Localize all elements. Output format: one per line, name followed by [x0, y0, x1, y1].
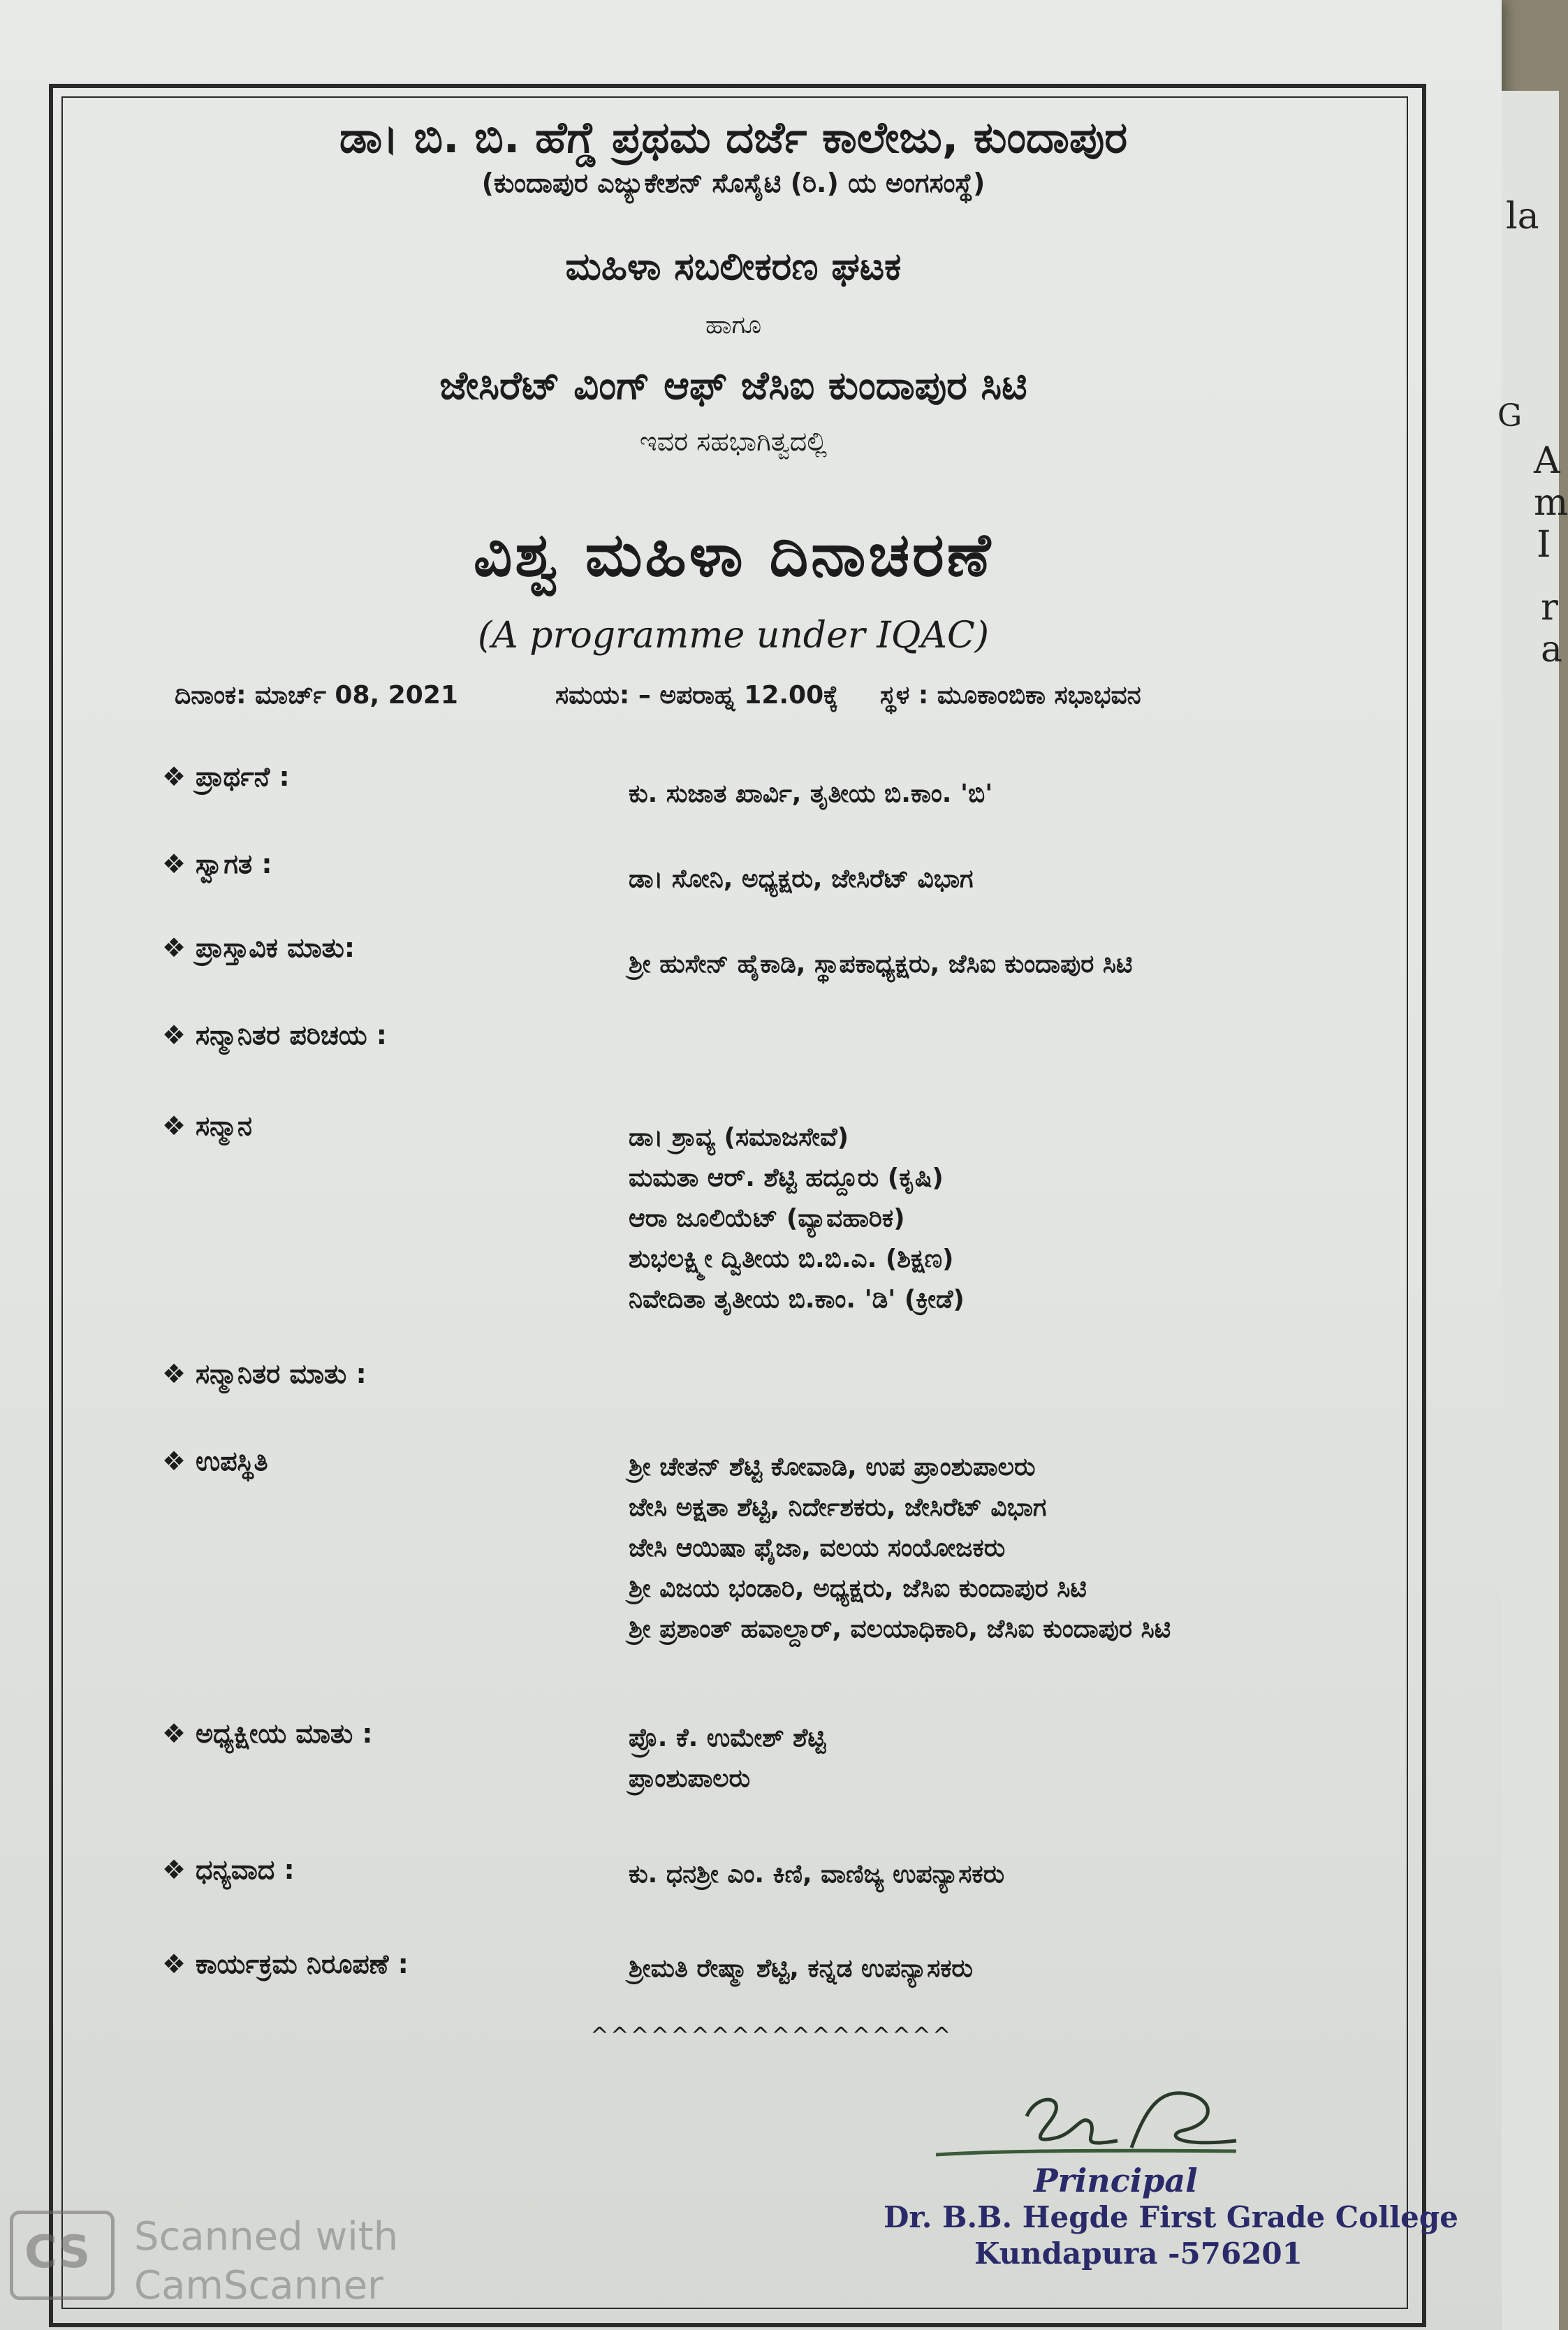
- program-value-felicitation: ಡಾ। ಶ್ರಾವ್ಯ (ಸಮಾಜಸೇವೆ) ಮಮತಾ ಆರ್. ಶೆಟ್ಟಿ ಹದ್ದೂರು (ಕೃಷಿ) ಆರಾ ಜೂಲಿಯೆಟ್ (ವ್ಯಾವಹಾರಿಕ) ಶುಭಲಕ್ಷ್ಮೀ ದ್ವಿತೀಯ ಬಿ.ಬಿ.ಎ. (ಶಿಕ್ಷಣ) ನಿವೇದಿತಾ ತೃತೀಯ ಬಿ.ಕಾಂ. 'ಡಿ' (ಕ್ರೀಡೆ): [629, 1123, 965, 1314]
- program-value-presidential: ಪ್ರೊ. ಕೆ. ಉಮೇಶ್ ಶೆಟ್ಟಿ ಪ್ರಾಂಶುಪಾಲರು: [629, 1724, 826, 1793]
- program-value-compere: ಶ್ರೀಮತಿ ರೇಷ್ಮಾ ಶೆಟ್ಟಿ, ಕನ್ನಡ ಉಪನ್ಯಾಸಕರು: [629, 1954, 973, 1983]
- program-label-intro: ❖ ಪ್ರಾಸ್ತಾವಿಕ ಮಾತು:: [162, 932, 356, 963]
- program-value-welcome: ಡಾ। ಸೋನಿ, ಅಧ್ಯಕ್ಷರು, ಜೇಸಿರೆಟ್ ವಿಭಾಗ: [629, 865, 974, 893]
- watermark-line2: CamScanner: [134, 2263, 384, 2308]
- edge-text-1: la: [1506, 196, 1539, 237]
- event-title: ವಿಶ್ವ ಮಹಿಳಾ ದಿನಾಚರಣೆ: [473, 520, 994, 590]
- program-label-compere: ❖ ಕಾರ್ಯಕ್ರಮ ನಿರೂಪಣೆ :: [162, 1949, 409, 1979]
- iqac-subtitle: (A programme under IQAC): [477, 615, 990, 657]
- edge-text-5: I: [1537, 524, 1551, 566]
- wing-name: ಜೇಸಿರೆಟ್ ವಿಂಗ್ ಆಫ್ ಜೆಸಿಐ ಕುಂದಾಪುರ ಸಿಟಿ: [439, 363, 1027, 409]
- program-label-presidential: ❖ ಅಧ್ಯಕ್ಷೀಯ ಮಾತು :: [162, 1718, 373, 1749]
- camscanner-logo-icon: CS: [10, 2211, 115, 2300]
- collaboration-line: ಇವರ ಸಹಭಾಗಿತ್ವದಲ್ಲಿ: [639, 426, 828, 457]
- program-value-intro: ಶ್ರೀ ಹುಸೇನ್ ಹೈಕಾಡಿ, ಸ್ಥಾಪಕಾಧ್ಯಕ್ಷರು, ಜೆಸಿಐ ಕುಂದಾಪುರ ಸಿಟಿ: [629, 950, 1133, 979]
- edge-text-7: a: [1541, 629, 1563, 671]
- event-time: ಸಮಯ: – ಅಪರಾಹ್ನ 12.00ಕ್ಕೆ: [555, 681, 839, 710]
- college-name: ಡಾ। ಬಿ. ಬಿ. ಹೆಗ್ಡೆ ಪ್ರಥಮ ದರ್ಜೆ ಕಾಲೇಜು, ಕುಂದಾಪುರ: [339, 112, 1128, 163]
- program-label-honoree-intro: ❖ ಸನ್ಮಾನಿತರ ಪರಿಚಯ :: [162, 1020, 387, 1050]
- edge-text-6: r: [1541, 587, 1558, 629]
- program-label-felicitation: ❖ ಸನ್ಮಾನ: [162, 1111, 253, 1141]
- program-label-prayer: ❖ ಪ್ರಾರ್ಥನೆ :: [162, 761, 290, 792]
- signature-icon: [908, 2081, 1271, 2165]
- stamp-title: Principal: [1034, 2162, 1198, 2199]
- adjacent-page-edge: [1497, 91, 1568, 2330]
- program-label-vote-of-thanks: ❖ ಧನ್ಯವಾದ :: [162, 1854, 295, 1885]
- program-value-prayer: ಕು. ಸುಜಾತ ಖಾರ್ವಿ, ತೃತೀಯ ಬಿ.ಕಾಂ. 'ಬಿ': [629, 779, 993, 808]
- edge-text-3: A: [1534, 440, 1560, 482]
- program-label-welcome: ❖ ಸ್ವಾಗತ :: [162, 849, 272, 879]
- and-word: ಹಾಗೂ: [705, 311, 762, 339]
- watermark-line1: Scanned with: [134, 2214, 399, 2259]
- event-venue: ಸ್ಥಳ : ಮೂಕಾಂಬಿಕಾ ಸಭಾಭವನ: [880, 681, 1141, 710]
- program-label-honoree-speech: ❖ ಸನ್ಮಾನಿತರ ಮಾತು :: [162, 1358, 367, 1389]
- stamp-college: Dr. B.B. Hegde First Grade College: [884, 2200, 1458, 2234]
- edge-text-2: G: [1497, 398, 1523, 434]
- program-value-presence: ಶ್ರೀ ಚೇತನ್ ಶೆಟ್ಟಿ ಕೋವಾಡಿ, ಉಪ ಪ್ರಾಂಶುಪಾಲರು ಜೇಸಿ ಅಕ್ಷತಾ ಶೆಟ್ಟಿ, ನಿರ್ದೇಶಕರು, ಜೇಸಿರೆಟ್ ವಿಭಾಗ ಜೇಸಿ ಆಯಿಷಾ ಫೈಜಾ, ವಲಯ ಸಂಯೋಜಕರು ಶ್ರೀ ವಿಜಯ ಭಂಡಾರಿ, ಅಧ್ಯಕ್ಷರು, ಜೆಸಿಐ ಕುಂದಾಪುರ ಸಿಟಿ ಶ್ರೀ ಪ್ರಶಾಂತ್ ಹವಾಲ್ದಾರ್, ವಲಯಾಧಿಕಾರಿ, ಜೆಸಿಐ ಕುಂದಾಪುರ ಸಿಟಿ: [629, 1453, 1171, 1643]
- program-value-vote-of-thanks: ಕು. ಧನಶ್ರೀ ಎಂ. ಕಿಣಿ, ವಾಣಿಜ್ಯ ಉಪನ್ಯಾಸಕರು: [629, 1860, 1005, 1889]
- program-label-presence: ❖ ಉಪಸ್ಥಿತಿ: [162, 1446, 268, 1477]
- cell-name: ಮಹಿಳಾ ಸಬಲೀಕರಣ ಘಟಕ: [565, 244, 902, 288]
- edge-text-4: m: [1534, 482, 1568, 524]
- society-line: (ಕುಂದಾಪುರ ಎಜ್ಯುಕೇಶನ್ ಸೊಸೈಟಿ (ರಿ.) ಯ ಅಂಗಸಂಸ್ಥೆ): [481, 168, 986, 198]
- separator: ^^^^^^^^^^^^^^^^^^: [590, 2022, 953, 2049]
- event-date: ದಿನಾಂಕ: ಮಾರ್ಚ್ 08, 2021: [175, 681, 458, 710]
- stamp-place: Kundapura -576201: [974, 2236, 1303, 2271]
